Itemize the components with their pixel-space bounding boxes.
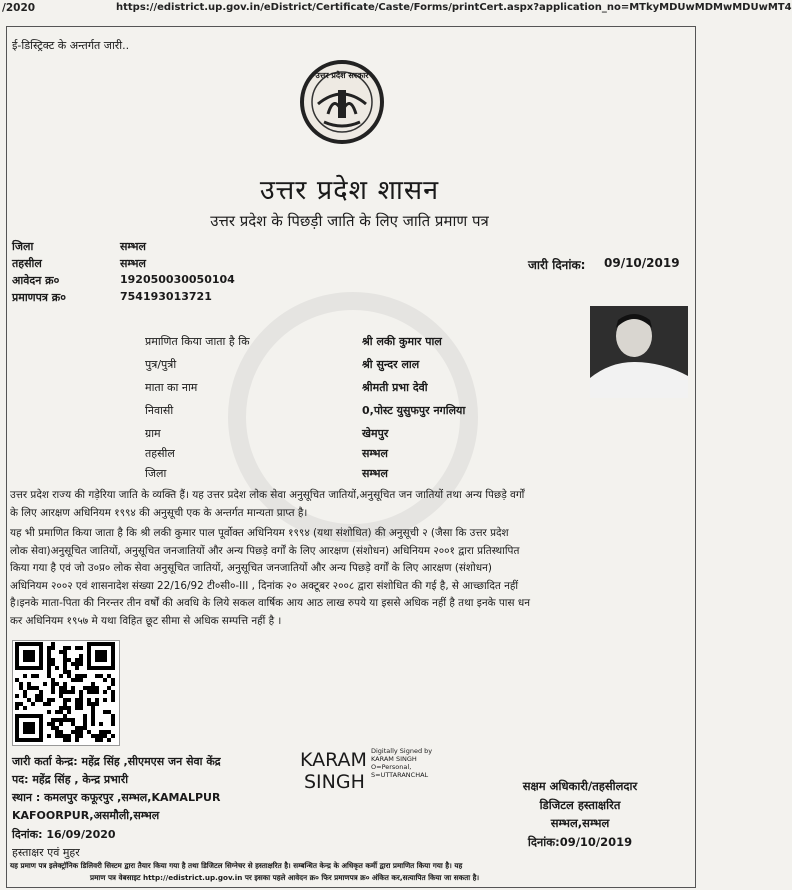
issuer-date: दिनांक: 16/09/2020 [12,828,116,841]
detail-label-village: ग्राम [145,427,161,440]
issuer-center: जारी कर्ता केन्द्र: महेंद्र सिंह ,सीएमएस जन सेवा केंद्र [12,755,221,768]
digital-signature-name [300,749,367,793]
para1-line: के लिए आरक्षण अधिनियम १९९४ की अनुसूची एक के अन्तर्गत मान्यता प्राप्त है। [10,506,308,519]
detail-value-village: खेमपुर [362,427,389,440]
detail-label-district: जिला [145,467,167,480]
authority-title: सक्षम अधिकारी/तहसीलदार [522,779,638,793]
meta-value-application-no: 192050030050104 [120,273,235,286]
issue-date-value: 09/10/2019 [604,256,680,270]
page-title: उत्तर प्रदेश शासन [259,175,440,206]
issued-under-text: ई-डिस्ट्रिक्ट के अन्तर्गत जारी.. [12,39,130,52]
para1-line: उत्तर प्रदेश राज्य की गड़ेरिया जाति के व्यक्ति हैं। यह उत्तर प्रदेश लोक सेवा अनुसूचित जातियों,अनुसूचित जन जातियों तथा अन्य पिछड़े वर्गों [10,489,525,501]
detail-label-tehsil: तहसील [145,447,175,460]
detail-label-resident: निवासी [145,404,174,417]
para2-line: कर अधिनियम १९५७ मे यथा विहित छूट सीमा से अधिक सम्पत्ति नहीं है । [10,614,282,627]
meta-value-district: सम्भल [120,240,146,253]
applicant-photo [590,306,688,398]
footer-line: यह प्रमाण पत्र इलेक्ट्रॉनिक डिलिवरी सिस्टम द्वारा तैयार किया गया है तथा डिजिटल सिग्नेचर से हस्ताक्षरित है। सम्बन्धित केन्द्र के अधिकृत कर्मी द्वारा प्रमाणित किया गया है। यह [10,861,463,870]
meta-label-district: जिला [12,240,34,253]
detail-value-resident: 0,पोस्ट युसुफपुर नगलिया [362,404,466,417]
detail-value-tehsil: सम्भल [362,447,388,460]
para2-line: किया गया है एवं जो उ०प्र० लोक सेवा अनुसूचित जातियों, अनुसूचित जनजातियों और अन्य पिछड़े वर्गों के लिए आरक्षण (संशोधन) [10,562,492,575]
issue-date-label: जारी दिनांक: [528,258,586,272]
issuer-place-2: KAFOORPUR,असमौली,सम्भल [12,809,160,822]
meta-value-tehsil: सम्भल [120,257,146,270]
issuer-post: पद: महेंद्र सिंह , केन्द्र प्रभारी [12,773,129,786]
authority-date: दिनांक:09/10/2019 [527,834,633,849]
caste-paragraph [10,487,694,522]
emblem-text: उत्तर प्रदेश सरकार [315,71,369,80]
authority-sign: डिजिटल हस्ताक्षरित [539,797,621,812]
issuer-signature-label: हस्ताक्षर एवं मुहर [12,846,80,859]
authority-place: सम्भल,सम्भल [550,816,610,830]
qr-code-icon [12,640,120,746]
detail-value-mother: श्रीमती प्रभा देवी [362,381,428,394]
signature-detail-line: KARAM SINGH [371,755,417,763]
meta-label-tehsil: तहसील [12,257,42,270]
meta-label-certificate-no: प्रमाणपत्र क्र० [12,291,66,304]
signature-detail-line: O=Personal, [371,763,412,771]
para2-line: है।इनके माता-पिता की निरन्तर तीन वर्षों की अवधि के लिये सकल वार्षिक आय आठ लाख रुपये या इससे अधिक नहीं है तथा इनके पास धन [10,597,530,610]
certificate-subtitle: उत्तर प्रदेश के पिछड़ी जाति के लिए जाति प्रमाण पत्र [210,212,489,230]
para2-line: अधिनियम २००२ एवं शासनादेश संख्या 22/16/92 टी०सी०-III , दिनांक २० अक्टूबर २००८ द्वारा संशोधित की गई है, से आच्छादित नहीं [10,579,519,592]
certification-paragraph [10,525,694,631]
signature-name-line: SINGH [304,771,365,793]
detail-label-certified: प्रमाणित किया जाता है कि [145,335,250,348]
detail-label-son-of: पुत्र/पुत्री [145,358,177,371]
authority-block [480,777,680,851]
print-date-fragment: /2020 [2,2,36,14]
meta-value-certificate-no: 754193013721 [120,290,212,303]
detail-value-district: सम्भल [362,467,388,480]
meta-label-application-no: आवेदन क्र० [12,274,60,287]
digital-signature-details [371,747,432,779]
detail-value-father: श्री सुन्दर लाल [362,358,420,371]
detail-value-name: श्री लकी कुमार पाल [362,335,442,348]
detail-label-mother: माता का नाम [145,381,198,394]
para2-line: लोक सेवा)अनुसूचित जातियों, अनुसूचित जनजातियों और अन्य पिछड़े वर्गों के लिए आरक्षण (संशोधन) अधिनियम २००१ द्वारा प्रतिस्थापित [10,544,520,557]
issuer-place-1: स्थान : कमलपुर कफूरपुर ,सम्भल,KAMALPUR [12,791,221,804]
signature-detail-line: Digitally Signed by [371,747,433,755]
print-url: https://edistrict.up.gov.in/eDistrict/Certificate/Caste/Forms/printCert.aspx?application_no=MTkyMDUwMDMwMDUwMT4 [116,2,792,13]
up-government-emblem-icon [300,60,384,144]
signature-detail-line: S=UTTARANCHAL [371,771,429,779]
para2-line: यह भी प्रमाणित किया जाता है कि श्री लकी कुमार पाल पूर्वोक्त अधिनियम १९९४ (यथा संशोधित) की अनुसूची २ (जैसा कि उत्तर प्रदेश [10,527,509,539]
footer-line: प्रमाण पत्र वेबसाइट http://edistrict.up.gov.in पर इसका पहले आवेदन क्र० फिर प्रमाणपत्र क्र० अंकित कर,सत्यापित किया जा सकता है। [90,873,480,882]
signature-name-line: KARAM [300,749,367,771]
footer-note [10,860,694,884]
